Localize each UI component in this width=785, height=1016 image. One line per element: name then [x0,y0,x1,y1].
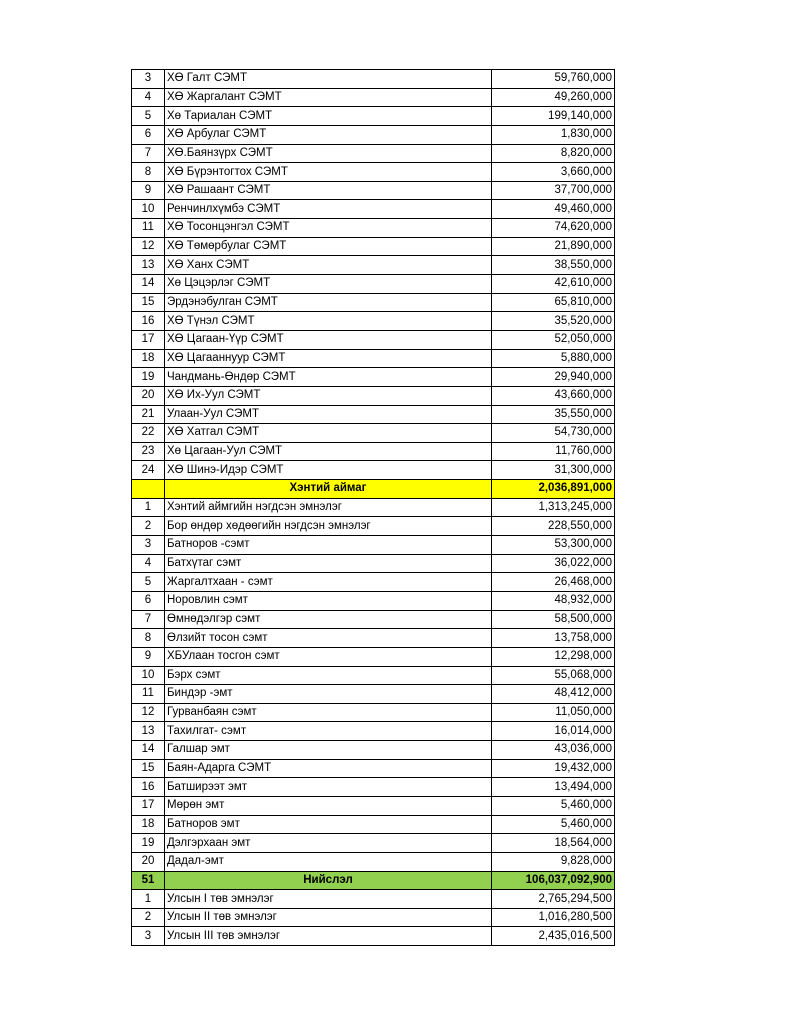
table-row [132,386,615,405]
row-number-cell[interactable]: 51 [132,871,165,890]
amount-cell[interactable]: 228,550,000 [492,517,615,536]
amount-cell[interactable]: 3,660,000 [492,163,615,182]
table-row [132,666,615,685]
institution-name-cell[interactable]: Хө Тариалан СЭМТ [165,107,492,126]
row-number-cell[interactable]: 19 [132,834,165,853]
institution-name-cell[interactable]: Хэнтий аймгийн нэгдсэн эмнэлэг [165,498,492,517]
institution-name-cell[interactable]: Норовлин сэмт [165,591,492,610]
amount-cell[interactable]: 16,014,000 [492,722,615,741]
row-number-cell[interactable]: 20 [132,386,165,405]
table-row [132,405,615,424]
row-number-cell[interactable]: 2 [132,517,165,536]
table-row [132,759,615,778]
row-number-cell[interactable]: 12 [132,703,165,722]
amount-cell[interactable]: 49,260,000 [492,88,615,107]
amount-cell[interactable]: 29,940,000 [492,368,615,387]
amount-cell[interactable]: 13,758,000 [492,629,615,648]
table-row [132,554,615,573]
institution-name-cell[interactable]: Өмнөдэлгэр сэмт [165,610,492,629]
amount-cell[interactable]: 199,140,000 [492,107,615,126]
row-number-cell[interactable]: 9 [132,181,165,200]
table-row [132,796,615,815]
amount-cell[interactable]: 59,760,000 [492,70,615,89]
table-row [132,461,615,480]
amount-cell[interactable]: 9,828,000 [492,852,615,871]
row-number-cell[interactable]: 18 [132,815,165,834]
institution-name-cell[interactable]: Өлзийт тосон сэмт [165,629,492,648]
amount-cell[interactable]: 2,036,891,000 [492,480,615,499]
row-number-cell[interactable]: 13 [132,256,165,275]
table-row [132,629,615,648]
amount-cell[interactable]: 37,700,000 [492,181,615,200]
row-number-cell[interactable]: 4 [132,554,165,573]
amount-cell[interactable]: 12,298,000 [492,647,615,666]
spreadsheet-body [132,70,615,946]
row-number-cell[interactable]: 12 [132,237,165,256]
row-number-cell[interactable]: 13 [132,722,165,741]
table-row [132,852,615,871]
table-row [132,517,615,536]
amount-cell[interactable]: 42,610,000 [492,275,615,294]
institution-name-cell[interactable]: Батхүтаг сэмт [165,554,492,573]
amount-cell[interactable]: 106,037,092,900 [492,871,615,890]
row-number-cell[interactable]: 15 [132,759,165,778]
row-number-cell[interactable]: 11 [132,685,165,704]
amount-cell[interactable]: 49,460,000 [492,200,615,219]
row-number-cell[interactable]: 9 [132,647,165,666]
institution-name-cell[interactable]: Улсын III төв эмнэлэг [165,927,492,946]
table-row [132,741,615,760]
table-row [132,573,615,592]
institution-name-cell[interactable]: ХӨ Тосонцэнгэл СЭМТ [165,219,492,238]
table-row [132,927,615,946]
institution-name-cell[interactable]: Улаан-Уул СЭМТ [165,405,492,424]
amount-cell[interactable]: 38,550,000 [492,256,615,275]
table-row [132,610,615,629]
amount-cell[interactable]: 48,932,000 [492,591,615,610]
amount-cell[interactable]: 1,313,245,000 [492,498,615,517]
table-row [132,536,615,555]
table-row [132,200,615,219]
row-number-cell[interactable]: 3 [132,927,165,946]
row-number-cell[interactable]: 8 [132,163,165,182]
table-row [132,703,615,722]
amount-cell[interactable]: 54,730,000 [492,424,615,443]
row-number-cell[interactable]: 7 [132,144,165,163]
table-row [132,890,615,909]
amount-cell[interactable]: 5,460,000 [492,796,615,815]
institution-name-cell[interactable]: Ренчинлхүмбэ СЭМТ [165,200,492,219]
row-number-cell[interactable]: 10 [132,666,165,685]
amount-cell[interactable]: 43,660,000 [492,386,615,405]
institution-name-cell[interactable]: Дэлгэрхаан эмт [165,834,492,853]
table-row [132,722,615,741]
amount-cell[interactable]: 5,880,000 [492,349,615,368]
table-row [132,424,615,443]
institution-name-cell[interactable]: ХӨ Ханх СЭМТ [165,256,492,275]
section-row [132,871,615,890]
table-row [132,163,615,182]
table-row [132,368,615,387]
amount-cell[interactable]: 31,300,000 [492,461,615,480]
table-row [132,70,615,89]
institution-name-cell[interactable]: ХӨ Цагааннуур СЭМТ [165,349,492,368]
amount-cell[interactable]: 8,820,000 [492,144,615,163]
row-number-cell[interactable]: 1 [132,498,165,517]
row-number-cell[interactable]: 6 [132,591,165,610]
row-number-cell[interactable]: 2 [132,908,165,927]
table-row [132,256,615,275]
row-number-cell[interactable]: 22 [132,424,165,443]
row-number-cell[interactable]: 4 [132,88,165,107]
table-row [132,125,615,144]
row-number-cell[interactable]: 17 [132,796,165,815]
table-row [132,834,615,853]
institution-name-cell[interactable]: ХӨ Бүрэнтогтох СЭМТ [165,163,492,182]
table-row [132,144,615,163]
institution-name-cell[interactable]: Баян-Адарга СЭМТ [165,759,492,778]
institution-name-cell[interactable]: Улсын I төв эмнэлэг [165,890,492,909]
institution-name-cell[interactable]: ХӨ Жаргалант СЭМТ [165,88,492,107]
amount-cell[interactable]: 55,068,000 [492,666,615,685]
row-number-cell[interactable]: 8 [132,629,165,648]
institution-name-cell[interactable]: Биндэр -эмт [165,685,492,704]
table-row [132,591,615,610]
row-number-cell[interactable]: 16 [132,312,165,331]
institution-name-cell[interactable]: Мөрөн эмт [165,796,492,815]
table-row [132,181,615,200]
amount-cell[interactable]: 35,550,000 [492,405,615,424]
institution-name-cell[interactable]: ХӨ Рашаант СЭМТ [165,181,492,200]
amount-cell[interactable]: 13,494,000 [492,778,615,797]
institution-name-cell[interactable]: Гурванбаян сэмт [165,703,492,722]
row-number-cell[interactable]: 5 [132,107,165,126]
institution-name-cell[interactable]: Хө Цэцэрлэг СЭМТ [165,275,492,294]
institution-name-cell[interactable]: Хө Цагаан-Уул СЭМТ [165,442,492,461]
row-number-cell[interactable]: 5 [132,573,165,592]
institution-name-cell[interactable]: ХӨ Төмөрбулаг СЭМТ [165,237,492,256]
section-row [132,480,615,499]
amount-cell[interactable]: 53,300,000 [492,536,615,555]
table-row [132,107,615,126]
row-number-cell[interactable]: 1 [132,890,165,909]
table-row [132,219,615,238]
row-number-cell[interactable]: 17 [132,330,165,349]
amount-cell[interactable]: 5,460,000 [492,815,615,834]
table-row [132,88,615,107]
table-row [132,815,615,834]
institution-name-cell[interactable]: ХӨ Их-Уул СЭМТ [165,386,492,405]
table-row [132,442,615,461]
row-number-cell[interactable]: 21 [132,405,165,424]
row-number-cell[interactable]: 14 [132,275,165,294]
institution-name-cell[interactable]: Тахилгат- сэмт [165,722,492,741]
table-row [132,778,615,797]
institution-name-cell[interactable]: Улсын II төв эмнэлэг [165,908,492,927]
row-number-cell[interactable]: 3 [132,536,165,555]
row-number-cell[interactable]: 7 [132,610,165,629]
institution-name-cell[interactable]: ХӨ Арбулаг СЭМТ [165,125,492,144]
table-row [132,275,615,294]
row-number-cell[interactable]: 18 [132,349,165,368]
row-number-cell[interactable]: 23 [132,442,165,461]
institution-name-cell[interactable]: ХӨ Шинэ-Идэр СЭМТ [165,461,492,480]
table-row [132,293,615,312]
institution-name-cell[interactable]: Чандмань-Өндөр СЭМТ [165,368,492,387]
amount-cell[interactable]: 19,432,000 [492,759,615,778]
amount-cell[interactable]: 48,412,000 [492,685,615,704]
row-number-cell[interactable]: 10 [132,200,165,219]
institution-name-cell[interactable]: ХӨ Хатгал СЭМТ [165,424,492,443]
row-number-cell[interactable]: 14 [132,741,165,760]
amount-cell[interactable]: 2,765,294,500 [492,890,615,909]
amount-cell[interactable]: 35,520,000 [492,312,615,331]
table-row [132,237,615,256]
table-row [132,685,615,704]
row-number-cell[interactable]: 11 [132,219,165,238]
row-number-cell[interactable]: 19 [132,368,165,387]
institution-name-cell[interactable]: Батширээт эмт [165,778,492,797]
institution-name-cell[interactable]: Бор өндөр хөдөөгийн нэгдсэн эмнэлэг [165,517,492,536]
institution-name-cell[interactable]: Хэнтий аймаг [165,480,492,499]
amount-cell[interactable]: 58,500,000 [492,610,615,629]
spreadsheet-table [131,69,615,946]
institution-name-cell[interactable]: Нийслэл [165,871,492,890]
amount-cell[interactable]: 1,016,280,500 [492,908,615,927]
institution-name-cell[interactable]: Дадал-эмт [165,852,492,871]
row-number-cell[interactable]: 6 [132,125,165,144]
institution-name-cell[interactable]: ХБУлаан тосгон сэмт [165,647,492,666]
amount-cell[interactable]: 11,760,000 [492,442,615,461]
amount-cell[interactable]: 18,564,000 [492,834,615,853]
row-number-cell[interactable] [132,480,165,499]
row-number-cell[interactable]: 20 [132,852,165,871]
table-row [132,647,615,666]
row-number-cell[interactable]: 16 [132,778,165,797]
institution-name-cell[interactable]: Эрдэнэбулган СЭМТ [165,293,492,312]
institution-name-cell[interactable]: Галшар эмт [165,741,492,760]
institution-name-cell[interactable]: Жаргалтхаан - сэмт [165,573,492,592]
amount-cell[interactable]: 52,050,000 [492,330,615,349]
institution-name-cell[interactable]: Батноров эмт [165,815,492,834]
institution-name-cell[interactable]: ХӨ Цагаан-Үүр СЭМТ [165,330,492,349]
amount-cell[interactable]: 21,890,000 [492,237,615,256]
amount-cell[interactable]: 74,620,000 [492,219,615,238]
amount-cell[interactable]: 11,050,000 [492,703,615,722]
amount-cell[interactable]: 43,036,000 [492,741,615,760]
row-number-cell[interactable]: 3 [132,70,165,89]
institution-name-cell[interactable]: ХӨ Түнэл СЭМТ [165,312,492,331]
amount-cell[interactable]: 65,810,000 [492,293,615,312]
amount-cell[interactable]: 26,468,000 [492,573,615,592]
table-row [132,349,615,368]
row-number-cell[interactable]: 24 [132,461,165,480]
table-row [132,908,615,927]
table-row [132,312,615,331]
amount-cell[interactable]: 1,830,000 [492,125,615,144]
institution-name-cell[interactable]: ХӨ.Баянзүрх СЭМТ [165,144,492,163]
table-row [132,330,615,349]
row-number-cell[interactable]: 15 [132,293,165,312]
amount-cell[interactable]: 2,435,016,500 [492,927,615,946]
amount-cell[interactable]: 36,022,000 [492,554,615,573]
institution-name-cell[interactable]: ХӨ Галт СЭМТ [165,70,492,89]
institution-name-cell[interactable]: Бэрх сэмт [165,666,492,685]
institution-name-cell[interactable]: Батноров -сэмт [165,536,492,555]
table-row [132,498,615,517]
